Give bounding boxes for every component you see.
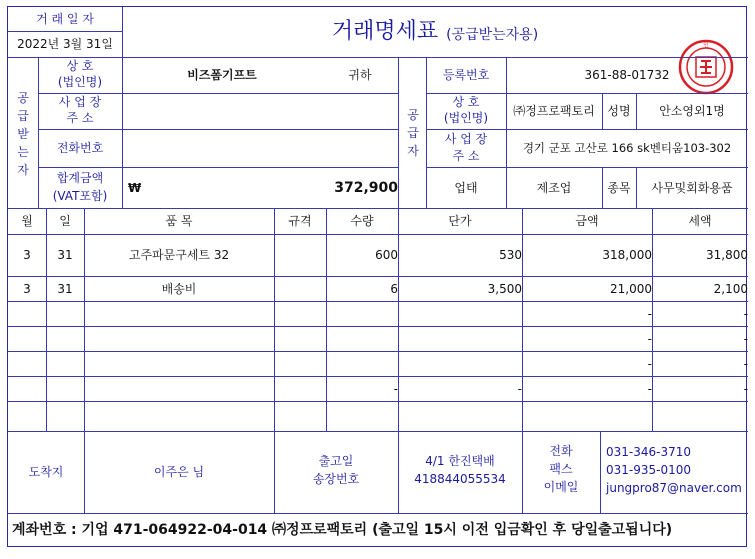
ship-label: 출고일: [318, 454, 354, 468]
cell-qty: 6: [390, 281, 398, 296]
invoice-label: 송장번호: [312, 472, 360, 486]
cell-price: 530: [499, 248, 522, 262]
currency-symbol: ₩: [128, 180, 142, 195]
grid-line: [8, 301, 748, 302]
grid-line: [398, 57, 399, 208]
supplier-address-label: 사 업 장: [444, 131, 488, 146]
col-header-item: 품 목: [165, 214, 193, 228]
supplier-company-label: 상 호: [452, 95, 480, 109]
grid-line: [652, 208, 653, 431]
buyer-total: 372,900: [334, 179, 398, 196]
buyer-company-label-2: (법인명): [57, 75, 103, 89]
grid-line: [38, 93, 398, 94]
biz-type: 제조업: [536, 180, 572, 195]
cell-day: 31: [57, 281, 73, 296]
grid-line: [8, 326, 748, 327]
grid-line: [8, 351, 748, 352]
cell-tax: 31,800: [706, 248, 748, 262]
col-header-price: 단가: [448, 214, 472, 228]
date-label: 거 래 일 자: [36, 12, 94, 26]
supplier-side-label: 공급자: [407, 108, 419, 158]
cell-qty: 600: [375, 248, 398, 262]
biz-type-label: 업태: [454, 180, 478, 195]
document-title: [122, 7, 748, 57]
supplier-address: 경기 군포 고산로 166 sk벤티움103-302: [522, 141, 732, 155]
grid-line: [8, 513, 748, 514]
cell-item: 배송비: [161, 281, 197, 296]
cell-tax: 2,100: [713, 281, 748, 296]
grid-line: [636, 93, 637, 129]
grid-line: [602, 167, 603, 208]
biz-item-label: 종목: [607, 180, 631, 195]
buyer-total-label-2: (VAT포함): [52, 189, 108, 203]
supplier-address-label-2: 주 소: [452, 148, 480, 163]
grid-line: [8, 57, 748, 58]
grid-line: [426, 93, 748, 94]
cell-tax: -: [743, 306, 748, 321]
title-text: 거래명세표: [331, 19, 439, 44]
cell-spec: [274, 276, 326, 301]
contact-phone-label: 전화: [549, 444, 573, 458]
col-header-day: 일: [59, 214, 71, 228]
biz-item: 사무및회화용품: [651, 180, 733, 195]
cell-qty: -: [393, 381, 398, 396]
dest-name: 이주은 님: [153, 465, 205, 479]
cell-amount: -: [647, 381, 652, 396]
ship-date-carrier: 4/1 한진택배: [425, 454, 495, 468]
col-header-month: 월: [21, 214, 33, 228]
buyer-address: [122, 93, 404, 129]
grid-line: [274, 208, 275, 513]
grid-line: [8, 234, 748, 235]
grid-line: [38, 167, 398, 168]
col-header-qty: 수량: [350, 214, 374, 228]
bank-account-notice: 계좌번호 : 기업 471-064922-04-014 ㈜정프로팩토리 (출고일 15시 이전 입금확인 후 당일출고됩니다): [12, 521, 673, 538]
buyer-company: 비즈폼기프트: [187, 68, 257, 82]
buyer-phone: [122, 129, 404, 167]
grid-line: [38, 129, 398, 130]
grid-line: [8, 208, 748, 209]
grid-line: [38, 57, 39, 208]
supplier-company: ㈜정프로팩토리: [513, 104, 595, 118]
invoice-number: 418844055534: [414, 472, 506, 486]
cell-tax: -: [743, 381, 748, 396]
dest-label: 도착지: [28, 465, 64, 479]
supplier-name-label: 성명: [607, 104, 631, 118]
cell-price: -: [517, 381, 522, 396]
buyer-address-label: 사 업 장: [58, 95, 102, 109]
supplier-name: 안소영외1명: [659, 104, 725, 118]
grid-line: [122, 57, 123, 208]
buyer-phone-label: 전화번호: [56, 141, 104, 155]
cell-tax: -: [743, 356, 748, 371]
grid-line: [84, 208, 85, 513]
cell-month: 3: [23, 248, 31, 262]
title-subtitle: (공급받는자용): [446, 27, 539, 43]
cell-tax: -: [743, 331, 748, 346]
contact-fax-label: 팩스: [549, 462, 573, 476]
contact-email-label: 이메일: [543, 480, 579, 494]
grid-line: [8, 431, 748, 432]
contact-email: jungpro87@naver.com: [606, 481, 742, 495]
cell-amount: -: [647, 331, 652, 346]
reg-label: 등록번호: [442, 68, 490, 82]
cell-amount: -: [647, 306, 652, 321]
buyer-address-label-2: 주 소: [66, 111, 94, 125]
buyer-total-label: 합계금액: [56, 171, 104, 185]
cell-price: 3,500: [487, 281, 522, 296]
buyer-side-label: 공급받는자: [17, 91, 29, 177]
grid-line: [522, 208, 523, 513]
grid-line: [600, 431, 601, 513]
grid-line: [8, 276, 748, 277]
col-header-spec: 규격: [288, 214, 312, 228]
grid-line: [602, 93, 603, 129]
cell-amount: 318,000: [602, 248, 652, 262]
contact-phone: 031-346-3710: [606, 445, 692, 459]
contact-fax: 031-935-0100: [606, 463, 692, 477]
grid-line: [426, 129, 748, 130]
reg-number: 361-88-01732: [584, 68, 670, 82]
cell-amount: 21,000: [610, 281, 652, 296]
supplier-company-label-2: (법인명): [443, 111, 489, 125]
grid-line: [326, 208, 327, 431]
grid-line: [426, 57, 427, 208]
buyer-company-label: 상 호: [66, 59, 94, 73]
grid-line: [8, 31, 122, 32]
col-header-amount: 금액: [575, 214, 599, 228]
cell-month: 3: [23, 281, 31, 296]
grid-line: [398, 208, 399, 513]
cell-item: 고주파문구세트 32: [128, 248, 230, 262]
cell-day: 31: [57, 248, 73, 262]
grid-line: [426, 167, 748, 168]
grid-line: [8, 376, 748, 377]
grid-line: [8, 401, 748, 402]
seal-text: 인: [703, 42, 709, 49]
buyer-honorific: 귀하: [348, 68, 372, 82]
cell-amount: -: [647, 356, 652, 371]
trade-date: 2022년 3월 31일: [17, 37, 113, 51]
cell-spec: [274, 234, 326, 276]
invoice-sheet: [7, 6, 747, 547]
col-header-tax: 세액: [688, 214, 712, 228]
grid-line: [122, 7, 123, 57]
grid-line: [46, 208, 47, 431]
grid-line: [636, 167, 637, 208]
grid-line: [506, 57, 507, 208]
